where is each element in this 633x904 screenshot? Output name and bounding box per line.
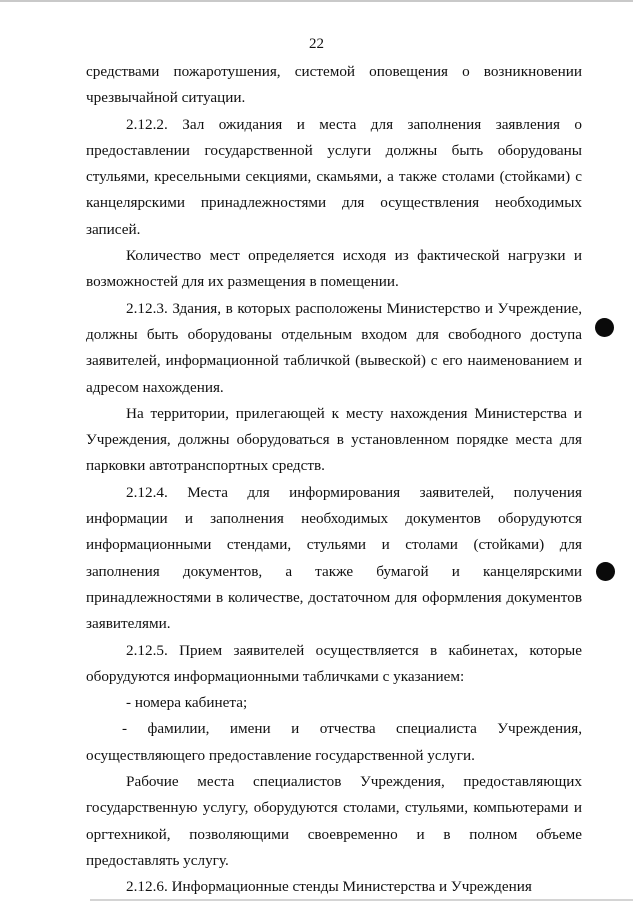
punch-hole-mark — [596, 562, 615, 581]
punch-hole-mark — [595, 318, 614, 337]
paragraph-2-12-6: 2.12.6. Информационные стенды Министерства и Учреждения — [126, 878, 532, 896]
scan-edge-top — [0, 0, 633, 2]
paragraph-seat-count: Количество мест определяется исходя из фактической нагрузки и возможностей для их размещения в помещении. — [86, 247, 582, 291]
list-item-specialist-name: - фамилии, имени и отчества специалиста Учреждения, осуществляющего предоставление государственной услуги. — [86, 720, 582, 764]
scan-edge-bottom — [90, 899, 633, 901]
paragraph-parking: На территории, прилегающей к месту нахождения Министерства и Учреждения, должны оборудоваться в установленном порядке места для парковки автотранспортных средств. — [86, 404, 582, 475]
document-body — [86, 59, 582, 901]
page-number: 22 — [309, 36, 324, 52]
paragraph-2-12-2: 2.12.2. Зал ожидания и места для заполнения заявления о предоставлении государственной услуги должны быть оборудованы стульями, кресельными секциями, скамьями, а также столами (стойками) с канцелярскими принадлежностями для осуществления необходимых записей. — [86, 115, 582, 238]
paragraph-2-12-3: 2.12.3. Здания, в которых расположены Министерство и Учреждение, должны быть оборудованы отдельным входом для свободного доступа заявителей, информационной табличкой (вывеской) с его наименованием и адресом нахождения. — [86, 299, 582, 396]
paragraph-2-12-5: 2.12.5. Прием заявителей осуществляется в кабинетах, которые оборудуются информационными табличками с указанием: — [86, 641, 582, 685]
paragraph-2-12-4: 2.12.4. Места для информирования заявителей, получения информации и заполнения необходимых документов оборудуются информационными стендами, стульями и столами (стойками) для заполнения документов, а также бумагой и канцелярскими принадлежностями в количестве, достаточном для оформления документов заявителями. — [86, 483, 582, 633]
paragraph-fire-safety-continuation: средствами пожаротушения, системой оповещения о возникновении чрезвычайной ситуации. — [86, 63, 582, 107]
list-item-room-number: - номера кабинета; — [126, 694, 248, 712]
paragraph-workplaces: Рабочие места специалистов Учреждения, предоставляющих государственную услугу, оборудуются столами, стульями, компьютерами и оргтехникой, позволяющими своевременно и в полном объеме предоставлять услугу. — [86, 773, 582, 869]
